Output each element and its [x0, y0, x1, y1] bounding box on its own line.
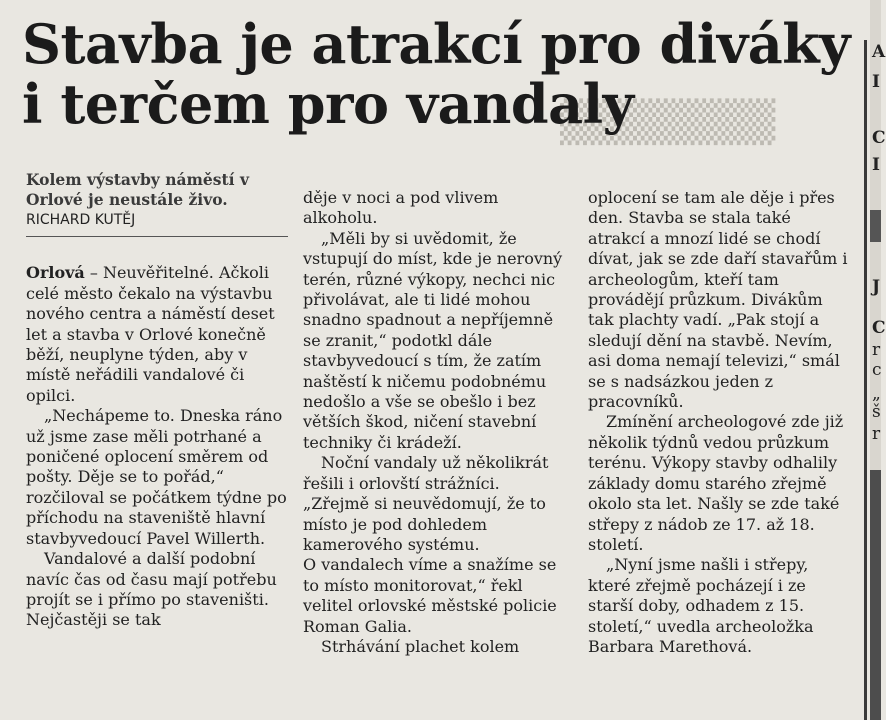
edge-letter: I — [872, 72, 880, 92]
article-column-1 — [26, 170, 288, 631]
adjacent-article-photo — [870, 210, 881, 242]
paragraph: „Měli by si uvědomit, že vstupují do míst, kde je nerovný terén, různé výkopy, nechci nic přivolávat, ale ti lidé mohou snadno spadnout a nepříjemně se zranit,“ podotkl dále stavbyvedoucí s tím, že zatím naštěstí k ničemu podobnému nedošlo a vše se obešlo i bez větších škod, ničení stavební techniky či krádeží. — [303, 228, 563, 452]
edge-letter: J — [872, 277, 881, 297]
paragraph: O vandalech víme a snažíme se to místo monitorovat,“ řekl velitel orlovské městské policie Roman Galia. — [303, 555, 557, 636]
edge-letter: š — [872, 402, 881, 422]
paragraph: děje v noci a pod vlivem alkoholu. — [303, 188, 499, 228]
edge-letter: r — [872, 340, 881, 360]
article-headline — [22, 14, 862, 134]
article-lead: Kolem výstavby náměstí v Orlové je neustále živo. — [26, 170, 249, 209]
article-column-3 — [588, 188, 850, 657]
paragraph: Zmínění archeologové zde již několik týdnů vedou průzkum terénu. Výkopy stavby odhalily základy domu starého zřejmě okolo sta let. Našly se zde také střepy z nádob ze 17. až 18. století. — [588, 412, 844, 554]
paragraph: Orlová – Neuvěřitelné. Ačkoli celé město čekalo na výstavbu nového centra a náměstí deset let a stavba v Orlové konečně běží, neuplyne týden, aby v místě neřádili vandalové či opilci. — [26, 263, 275, 405]
edge-letter: A — [872, 42, 886, 62]
edge-letter: r — [872, 424, 881, 444]
paragraph: Noční vandaly už několikrát řešili i orlovští strážníci. „Zřejmě si neuvědomují, že to místo je pod dohledem kamerového systému. — [303, 453, 549, 554]
edge-letter: c — [872, 360, 882, 380]
bleed-through-ghost-text: ▒▒▒▒▒▒▒ — [560, 98, 776, 144]
article-byline: RICHARD KUTĚJ — [26, 210, 288, 237]
paragraph: „Nechápeme to. Dneska ráno už jsme zase měli potrhané a poničené oplocení směrem od pošty. Děje se to pořád,“ rozčiloval se počátkem týdne po příchodu na staveniště hlavní stavbyvedoucí Pavel Willerth. — [26, 406, 287, 548]
dateline: Orlová — [26, 263, 85, 283]
paragraph: oplocení se tam ale děje i přes den. Stavba se stala také atrakcí a mnozí lidé se chodí dívat, jak se zde daří stavařům i archeologům, kteří tam provádějí průzkum. Divákům tak plachty vadí. „Pak stojí a sledují dění na stavbě. Nevím, asi doma nemají televizi,“ smál se s nadsázkou jeden z pracovníků. — [588, 188, 848, 412]
edge-letter: „ — [872, 384, 881, 404]
headline-line-1: Stavba je atrakcí pro diváky — [22, 12, 850, 76]
paragraph: Vandalové a další podobní navíc čas od času mají potřebu projít se i přímo po staveništi. Nejčastěji se tak — [26, 549, 277, 630]
adjacent-article-photo — [870, 470, 881, 720]
column-rule — [864, 40, 867, 720]
edge-letter: I — [872, 155, 880, 175]
paragraph: Strhávání plachet kolem — [321, 636, 520, 656]
edge-letter: C — [872, 318, 886, 338]
article-column-2 — [303, 188, 568, 657]
paragraph: „Nyní jsme našli i střepy, které zřejmě pocházejí i ze starší doby, odhadem z 15. století,“ uvedla archeoložka Barbara Marethová. — [588, 555, 814, 656]
headline-line-2: i terčem pro vandaly — [22, 72, 634, 136]
edge-letter: C — [872, 128, 886, 148]
